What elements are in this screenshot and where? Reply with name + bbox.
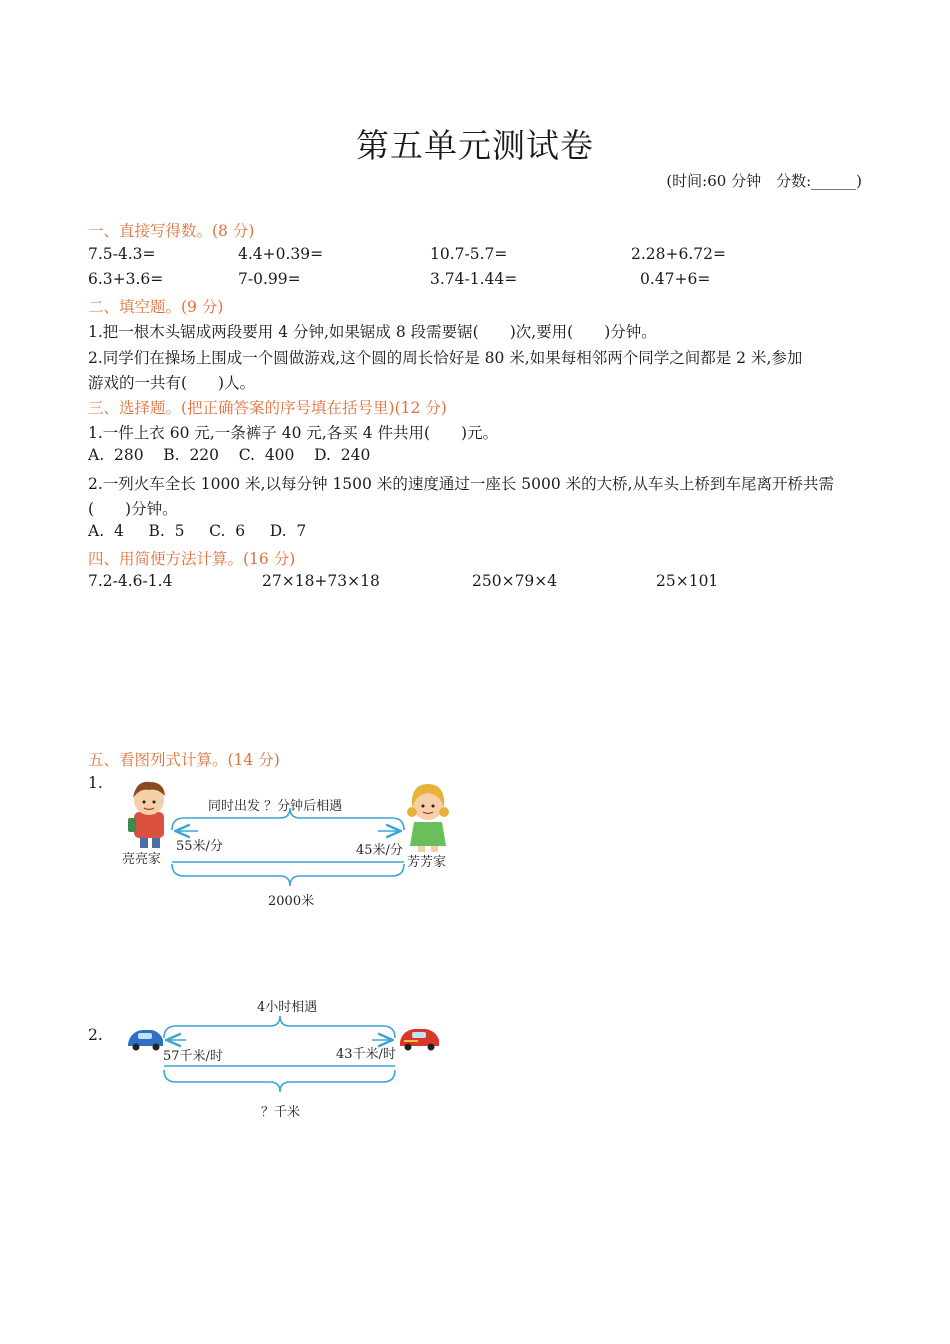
s1-item: 7-0.99= (238, 270, 301, 288)
problem-1-number: 1. (88, 774, 103, 792)
p2-top-brace (164, 1016, 395, 1038)
red-car-icon (400, 1029, 439, 1051)
s1-item: 7.5-4.3= (88, 245, 156, 263)
s3-question-1-options: A. 280 B. 220 C. 400 D. 240 (88, 446, 371, 464)
section-1-heading: 一、直接写得数。(8 分) (88, 222, 255, 240)
section-5-heading: 五、看图列式计算。(14 分) (88, 751, 280, 769)
s2-question-1: 1.把一根木头锯成两段要用 4 分钟,如果锯成 8 段需要锯( )次,要用( )分钟。 (88, 323, 657, 341)
s3-question-1: 1.一件上衣 60 元,一条裤子 40 元,各买 4 件共用( )元。 (88, 424, 499, 442)
s2-question-2-line-2: 游戏的一共有( )人。 (88, 374, 256, 392)
s1-item: 6.3+3.6= (88, 270, 164, 288)
p2-total-distance: ？千米 (261, 1105, 301, 1120)
page-title: 第五单元测试卷 (356, 126, 594, 165)
s4-item: 25×101 (656, 572, 719, 590)
s1-item: 4.4+0.39= (238, 245, 324, 263)
s1-item: 2.28+6.72= (631, 245, 726, 263)
s4-item: 250×79×4 (472, 572, 558, 590)
p2-left-speed: 57千米/时 (163, 1049, 223, 1064)
s1-item: 10.7-5.7= (430, 245, 508, 263)
p2-right-speed: 43千米/时 (336, 1047, 396, 1062)
p1-total-distance: 2000米 (268, 894, 315, 909)
problem-2-number: 2. (88, 1026, 103, 1044)
p2-bottom-brace (164, 1070, 395, 1092)
blue-car-icon (128, 1030, 163, 1051)
p1-left-place: 亮亮家 (122, 852, 162, 867)
p2-diagram (164, 1016, 395, 1092)
s3-question-2-line-2: ( )分钟。 (88, 500, 178, 518)
p1-diagram (172, 808, 404, 886)
s1-item: 3.74-1.44= (430, 270, 518, 288)
p1-right-speed: 45米/分 (356, 843, 403, 858)
time-score-info: (时间:60 分钟 分数:______) (666, 172, 862, 190)
section-3-heading: 三、选择题。(把正确答案的序号填在括号里)(12 分) (88, 399, 447, 417)
s4-item: 7.2-4.6-1.4 (88, 572, 173, 590)
s3-question-2-options: A. 4 B. 5 C. 6 D. 7 (88, 522, 307, 540)
section-2-heading: 二、填空题。(9 分) (88, 298, 224, 316)
s4-item: 27×18+73×18 (262, 572, 380, 590)
s3-question-2-line-1: 2.一列火车全长 1000 米,以每分钟 1500 米的速度通过一座长 5000 米的大桥,从车头上桥到车尾离开桥共需 (88, 475, 835, 493)
s1-item: 0.47+6= (640, 270, 711, 288)
p1-right-place: 芳芳家 (407, 855, 447, 870)
p1-bottom-brace (172, 864, 404, 886)
p1-top-label: 同时出发 ？分钟后相遇 (208, 799, 343, 814)
section-4-heading: 四、用简便方法计算。(16 分) (88, 550, 296, 568)
girl-icon (407, 784, 449, 852)
boy-icon (128, 782, 165, 848)
p1-top-brace (172, 808, 404, 830)
s2-question-2-line-1: 2.同学们在操场上围成一个圆做游戏,这个圆的周长恰好是 80 米,如果每相邻两个同学之间都是 2 米,参加 (88, 349, 803, 367)
p1-left-speed: 55米/分 (176, 839, 223, 854)
p2-top-label: 4小时相遇 (257, 1000, 318, 1015)
